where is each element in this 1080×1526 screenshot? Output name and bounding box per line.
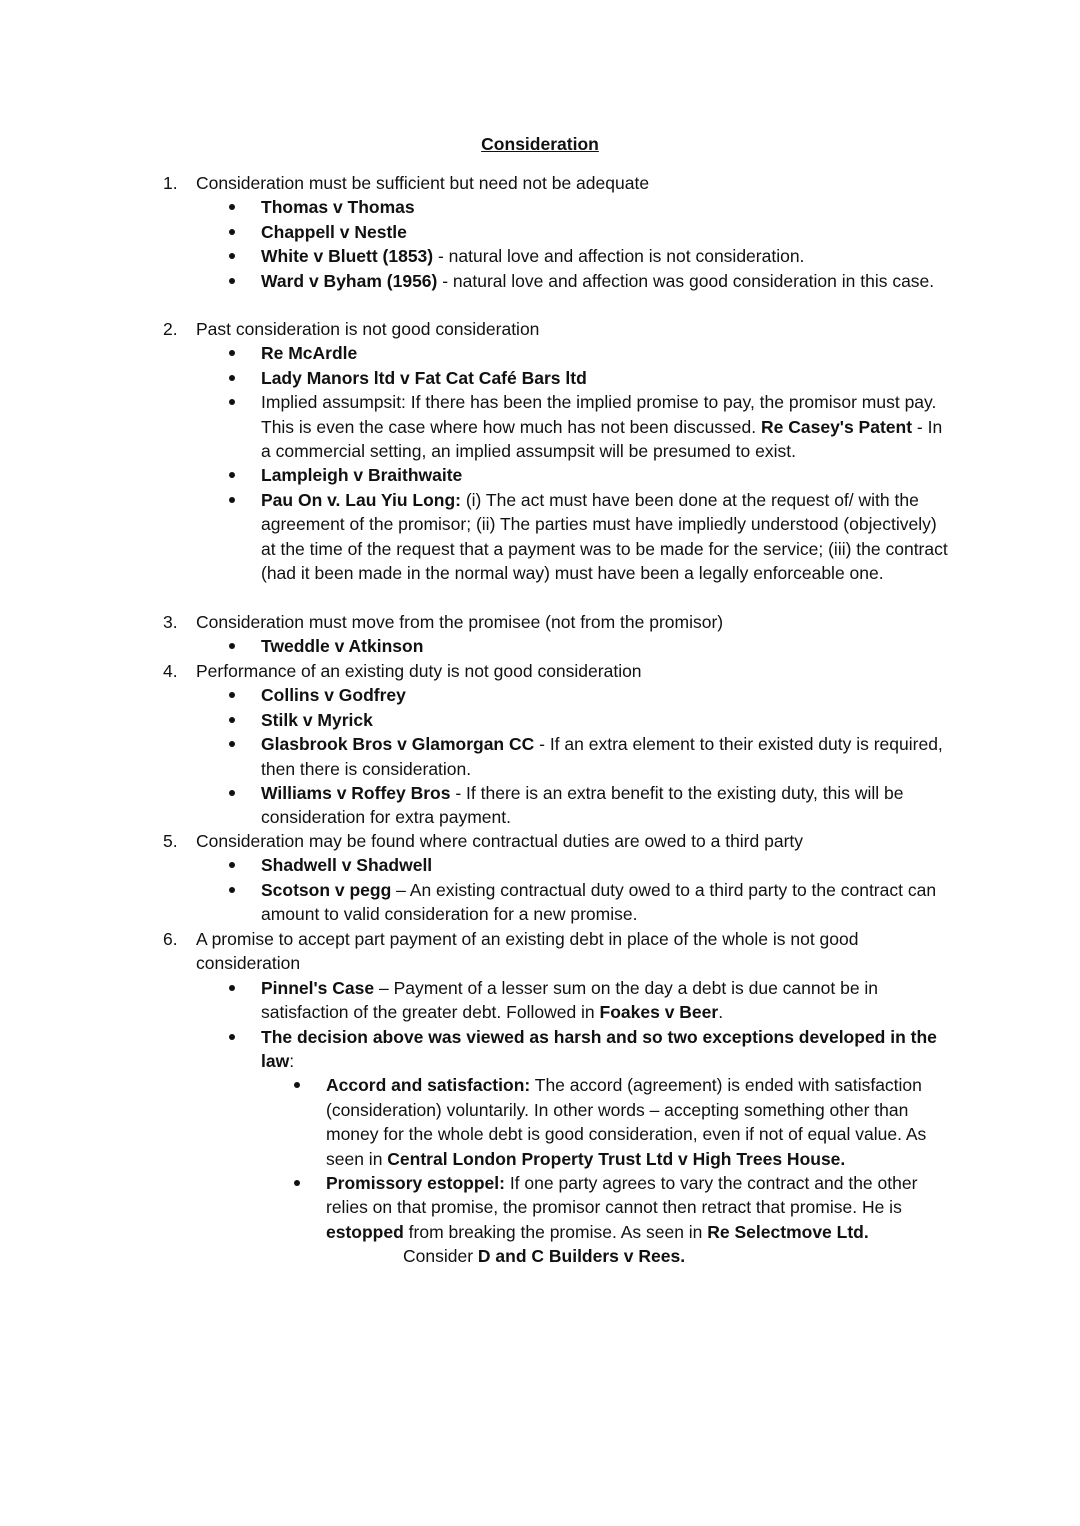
list-item [229, 708, 953, 732]
section-number: 4. [163, 661, 178, 681]
case-note: - In a commercial setting, an implied assumpsit will be presumed to exist. [261, 416, 943, 462]
section-number: 1. [163, 173, 178, 193]
exceptions-intro: The decision above was viewed as harsh and so two exceptions developed in the law [261, 1026, 937, 1072]
case-note: - If an extra element to their existed duty is required, then there is consideration. [261, 734, 943, 779]
punctuation: : [289, 1051, 295, 1072]
case-name: Williams v Roffey Bros [261, 783, 451, 804]
section-heading: Consideration may be found where contractual duties are owed to a third party [196, 831, 804, 851]
bullet-list [229, 853, 953, 926]
list-item [229, 463, 953, 487]
sub-bullet-list [294, 1073, 953, 1244]
case-name: Re Selectmove Ltd. [707, 1221, 869, 1242]
section-heading: Performance of an existing duty is not good consideration [196, 661, 642, 681]
list-item [229, 195, 953, 219]
key-term: estopped [326, 1221, 404, 1242]
list-item [229, 732, 953, 781]
case-name: Re Casey's Patent [761, 416, 913, 437]
case-name: Scotson v pegg [261, 879, 392, 900]
case-name: Tweddle v Atkinson [261, 636, 424, 657]
list-item [229, 244, 953, 268]
section-heading: Consideration must move from the promisee (not from the promisor) [196, 612, 724, 632]
case-name: Collins v Godfrey [261, 685, 406, 706]
case-name: Chappell v Nestle [261, 221, 407, 242]
consider-note [403, 1244, 953, 1268]
list-item [229, 634, 953, 658]
list-item [229, 878, 953, 927]
section-4 [163, 659, 953, 830]
bullet-list [229, 341, 953, 585]
section-number: 3. [163, 612, 178, 632]
case-note: (i) The act must have been done at the request of/ with the agreement of the promisor; (ii) The parties must have impliedly understood (objectively) at the time of the request that a payment was to be made for the service; (iii) the contract (had it been made in the normal way) must have been a legally enforceable one. [261, 489, 948, 584]
list-item [294, 1073, 953, 1171]
case-name: Central London Property Trust Ltd v High Trees House. [387, 1148, 846, 1169]
list-item [229, 390, 953, 463]
bullet-list [229, 195, 953, 293]
bullet-list [229, 683, 953, 829]
case-note: - natural love and affection is not consideration. [433, 246, 805, 267]
case-name: Ward v Byham (1956) [261, 270, 438, 291]
page-title: Consideration [481, 134, 599, 154]
case-name: Glasbrook Bros v Glamorgan CC [261, 734, 535, 755]
punctuation: . [718, 1002, 724, 1023]
case-note: – Payment of a lesser sum on the day a debt is due cannot be in satisfaction of the greater debt. Followed in [261, 977, 879, 1023]
consider-label: Consider [403, 1246, 478, 1267]
list-item [229, 220, 953, 244]
section-3 [163, 610, 953, 659]
bullet-list [229, 976, 953, 1244]
case-name: Thomas v Thomas [261, 197, 415, 218]
list-item [229, 976, 953, 1025]
section-number: 5. [163, 831, 178, 851]
case-note: - natural love and affection was good consideration in this case. [437, 270, 935, 291]
list-item [229, 1025, 953, 1245]
section-2 [163, 317, 953, 585]
exception-note: The accord (agreement) is ended with satisfaction (consideration) voluntarily. In other words – accepting something other than money for the whole debt is good consideration, even if not of equal value. As seen in [326, 1075, 927, 1169]
list-item [229, 683, 953, 707]
exception-label: Promissory estoppel: [326, 1173, 505, 1194]
section-heading: Consideration must be sufficient but need not be adequate [196, 173, 650, 193]
list-item [229, 853, 953, 877]
list-item [229, 366, 953, 390]
section-heading: A promise to accept part payment of an existing debt in place of the whole is not good consideration [196, 929, 859, 974]
section-heading: Past consideration is not good consideration [196, 319, 540, 339]
section-number: 2. [163, 319, 178, 339]
case-name: D and C Builders v Rees. [477, 1246, 686, 1267]
section-5 [163, 829, 953, 927]
section-1 [163, 171, 953, 293]
case-name: Stilk v Myrick [261, 709, 373, 730]
list-item [229, 269, 953, 293]
case-name: White v Bluett (1853) [261, 246, 434, 267]
list-item [229, 341, 953, 365]
case-note: - If there is an extra benefit to the existing duty, this will be consideration for extra payment. [261, 783, 904, 828]
case-name: Re McArdle [261, 343, 358, 364]
case-name: Lampleigh v Braithwaite [261, 465, 463, 486]
section-number: 6. [163, 929, 178, 949]
case-name: Shadwell v Shadwell [261, 855, 433, 876]
list-item [294, 1171, 953, 1244]
case-name: Pinnel's Case [261, 977, 375, 998]
exception-note: If one party agrees to vary the contract and the other relies on that promise, the promisor cannot then retract that promise. He is [326, 1173, 918, 1218]
exception-label: Accord and satisfaction: [326, 1075, 531, 1096]
case-note: Implied assumpsit: If there has been the implied promise to pay, the promisor must pay. This is even the case where how much has not been discussed. [261, 392, 937, 437]
exception-note: from breaking the promise. As seen in [403, 1221, 708, 1242]
list-item [229, 488, 953, 586]
bullet-list [229, 634, 953, 658]
case-name: Pau On v. Lau Yiu Long: [261, 489, 461, 510]
case-name: Lady Manors ltd v Fat Cat Café Bars ltd [261, 367, 587, 388]
section-6 [163, 927, 953, 1269]
list-item [229, 781, 953, 830]
case-name: Foakes v Beer [599, 1002, 719, 1023]
case-note: – An existing contractual duty owed to a third party to the contract can amount to valid consideration for a new promise. [261, 879, 937, 925]
